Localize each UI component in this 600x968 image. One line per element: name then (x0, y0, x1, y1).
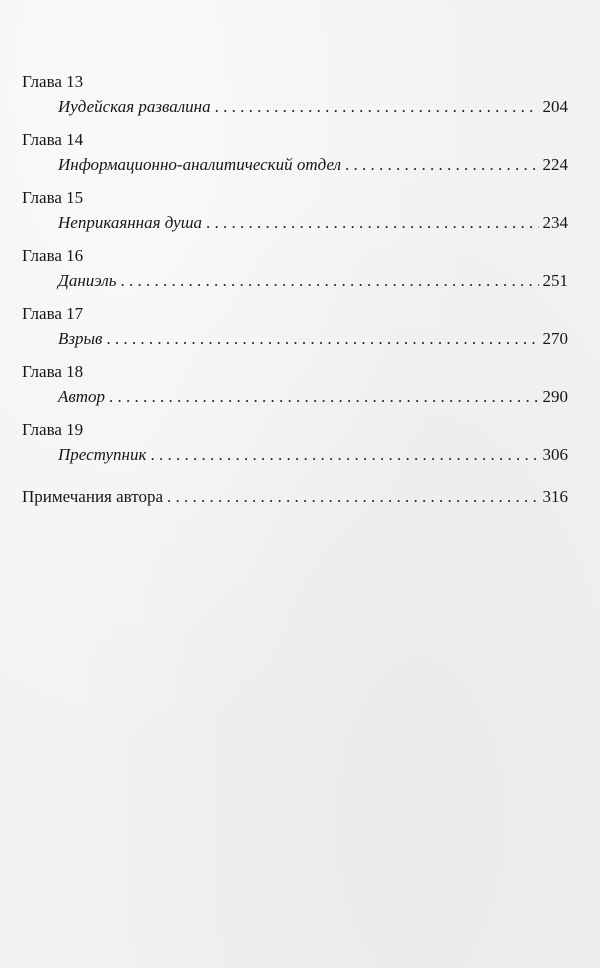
toc-chapter-14 (22, 128, 568, 186)
page-number: 290 (542, 387, 568, 406)
toc-chapter-15 (22, 186, 568, 244)
table-of-contents (22, 70, 568, 510)
dot-leader (206, 210, 538, 236)
toc-entry (22, 94, 568, 120)
page-number: 251 (542, 271, 568, 290)
page-number: 306 (542, 445, 568, 464)
toc-entry (22, 152, 568, 178)
chapter-title: Даниэль (58, 271, 117, 290)
chapter-title: Взрыв (58, 329, 103, 348)
dot-leader (109, 384, 538, 410)
chapter-title: Неприкаянная душа (58, 213, 203, 232)
chapter-title: Автор (58, 387, 106, 406)
dot-leader (120, 268, 538, 294)
page-number: 224 (542, 155, 568, 174)
chapter-title: Информационно-аналитический отдел (58, 155, 342, 174)
page-number: 204 (542, 97, 568, 116)
page-number: 270 (542, 329, 568, 348)
dot-leader (215, 94, 539, 120)
chapter-label: Глава 17 (22, 304, 84, 323)
page-number: 234 (542, 213, 568, 232)
toc-chapter-18 (22, 360, 568, 418)
dot-leader (150, 442, 538, 468)
chapter-label: Глава 14 (22, 130, 84, 149)
dot-leader (345, 152, 538, 178)
notes-title: Примечания автора (22, 487, 164, 506)
toc-entry (22, 210, 568, 236)
toc-author-notes (22, 484, 568, 510)
toc-chapter-19 (22, 418, 568, 476)
chapter-label: Глава 16 (22, 246, 84, 265)
toc-chapter-17 (22, 302, 568, 360)
dot-leader (167, 484, 538, 510)
toc-entry (22, 268, 568, 294)
toc-entry (22, 442, 568, 468)
toc-entry (22, 384, 568, 410)
chapter-label: Глава 13 (22, 72, 84, 91)
page-number: 316 (542, 487, 568, 506)
chapter-label: Глава 19 (22, 420, 84, 439)
toc-entry (22, 326, 568, 352)
chapter-title: Преступник (58, 445, 147, 464)
dot-leader (106, 326, 538, 352)
chapter-label: Глава 18 (22, 362, 84, 381)
toc-chapter-16 (22, 244, 568, 302)
chapter-title: Иудейская развалина (58, 97, 211, 116)
toc-chapter-13 (22, 70, 568, 128)
chapter-label: Глава 15 (22, 188, 84, 207)
